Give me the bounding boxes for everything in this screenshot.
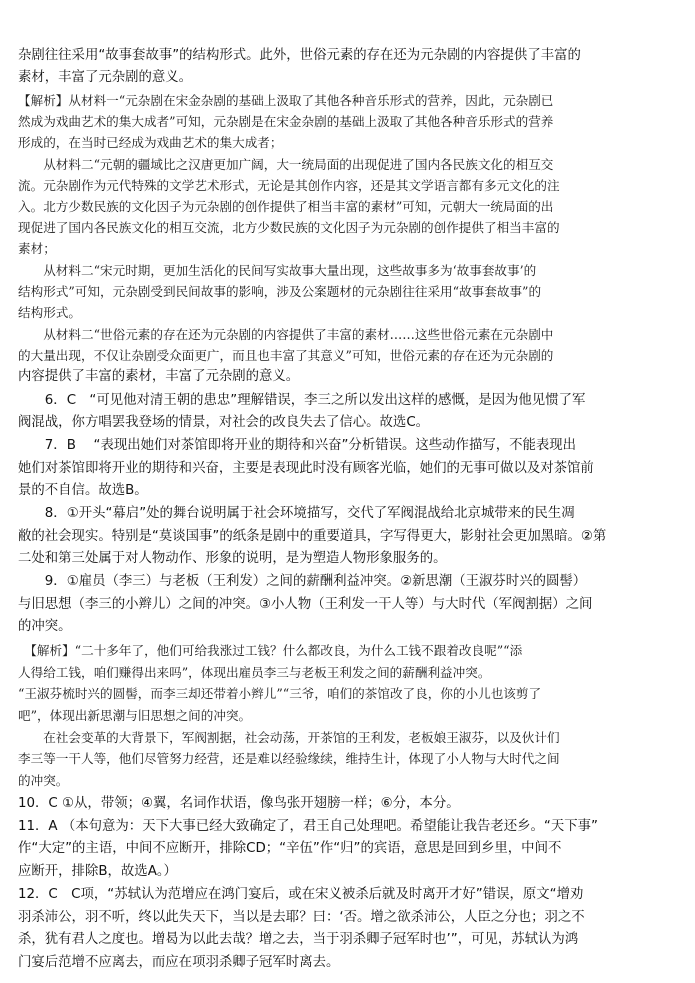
- text-line: 应断开，排除B，故选A。）: [18, 864, 177, 879]
- text-line: 的冲突。: [18, 619, 72, 634]
- text-line: 然成为戏曲艺术的集大成者”可知，元杂剧是在宋金杂剧的基础上汲取了其他各种音乐形式的营养: [18, 114, 554, 129]
- text-line: 形成的，在当时已经成为戏曲艺术的集大成者；: [18, 135, 283, 150]
- text-line: 吧”，体现出新思潮与旧思想之间的冲突。: [18, 708, 252, 723]
- text-line: 她们对茶馆即将开业的期待和兴奋，主要是表现此时没有顾客光临，她们的无事可做以及对茶馆前: [18, 461, 594, 476]
- text-line: 杂剧往往采用“故事套故事”的结构形式。此外，世俗元素的存在还为元杂剧的内容提供了丰富的: [18, 48, 581, 63]
- text-line: 从材料二“世俗元素的存在还为元杂剧的内容提供了丰富的素材……这些世俗元素在元杂剧中: [18, 327, 554, 342]
- text-line: 与旧思想（李三的小辫儿）之间的冲突。③小人物（王利发一干人等）与大时代（军阀割据）之间: [18, 597, 593, 612]
- text-line: 结构形式”可知，元杂剧受到民间故事的影响，涉及公案题材的元杂剧往往采用“故事套故事”的: [18, 284, 542, 299]
- text-line: 景的不自信。故选B。: [18, 483, 148, 498]
- text-line: 结构形式。: [18, 305, 81, 320]
- text-line: 从材料二“元朝的疆域比之汉唐更加广阔，大一统局面的出现促进了国内各民族文化的相互交: [18, 157, 554, 172]
- text-line: 素材，丰富了元杂剧的意义。: [18, 70, 193, 85]
- text-line: 杀，犹有君人之度也。增曷为以此去哉？增之去，当于羽杀卿子冠军时也’”，可见，苏轼认为鸿: [18, 932, 579, 947]
- text-line: “王淑芬梳时兴的圆髻，而李三却还带着小辫儿”“三爷，咱们的茶馆改了良，你的小儿也该剪了: [18, 686, 542, 701]
- text-line: 从材料二“宋元时期，更加生活化的民间写实故事大量出现，这些故事多为‘故事套故事’的: [18, 263, 537, 278]
- text-line: 12．C C项，“苏轼认为范增应在鸿门宴后，或在宋义被杀后就及时离开才好”错误，原文“增劝: [18, 887, 584, 902]
- text-line: 内容提供了丰富的素材，丰富了元杂剧的意义。: [18, 369, 300, 384]
- text-line: 7．B “表现出她们对茶馆即将开业的期待和兴奋”分析错误。这些动作描写，不能表现出: [18, 438, 577, 453]
- text-line: 李三等一干人等，他们尽管努力经营，还是难以经验缘续，维持生计，体现了小人物与大时代之间: [18, 751, 560, 766]
- text-line: 敝的社会现实。特别是“莫谈国事”的纸条是剧中的重要道具，字写得更大，影射社会更加黑暗。②第: [18, 529, 607, 544]
- text-line: 现促进了国内各民族文化的相互交流，北方少数民族的文化因子为元杂剧的创作提供了相当丰富的: [18, 220, 560, 235]
- text-line: 9．①雇员（李三）与老板（王利发）之间的薪酬利益冲突。②新思潮（王淑芬时兴的圆髻）: [18, 574, 587, 589]
- text-line: 流。元杂剧作为元代特殊的文学艺术形式，无论是其创作内容，还是其文学语言都有多元文化的注: [18, 178, 560, 193]
- text-line: 入。北方少数民族的文化因子为元杂剧的创作提供了相当丰富的素材”可知，元朝大一统局面的出: [18, 199, 554, 214]
- text-line: 羽杀沛公，羽不听，终以此失天下，当以是去耶？曰：‘否。增之欲杀沛公，人臣之分也；羽之不: [18, 910, 585, 925]
- text-line: 人得给工钱，咱们赚得出来吗”，体现出雇员李三与老板王利发之间的薪酬利益冲突。: [18, 665, 491, 680]
- text-line: 门宴后范增不应离去，而应在项羽杀卿子冠军时离去。: [18, 955, 340, 970]
- text-line: 6．C “可见他对清王朝的患忠”理解错误，李三之所以发出这样的感慨，是因为他见惯了军: [18, 393, 586, 408]
- text-line: 10．C ①从，带领；④翼，名词作状语，像鸟张开翅膀一样；⑥分，本分。: [18, 796, 460, 811]
- text-line: 在社会变革的大背景下，军阀割据，社会动荡，开茶馆的王利发，老板娘王淑芬，以及伙计们: [18, 730, 560, 745]
- text-line: 作“大定”的主语，中间不应断开，排除CD；“辛伍”作“归”的宾语，意思是回到乡里，中间不: [18, 841, 562, 856]
- text-line: 的大量出现，不仅让杂剧受众面更广，而且也丰富了其意义”可知，世俗元素的存在还为元杂剧的: [18, 348, 554, 363]
- text-line: 【解析】“二十多年了，他们可给我涨过工钱？什么都改良，为什么工钱不跟着改良呢”“添: [18, 643, 523, 658]
- text-line: 素材；: [18, 241, 56, 256]
- text-line: 的冲突。: [18, 773, 69, 788]
- text-line: 【解析】从材料一“元杂剧在宋金杂剧的基础上汲取了其他各种音乐形式的营养，因此，元杂剧已: [18, 93, 554, 108]
- text-line: 阀混战，你方唱罢我登场的情景，对社会的改良失去了信心。故选C。: [18, 415, 430, 430]
- text-line: 二处和第三处属于对人物动作、形象的说明，是为塑造人物形象服务的。: [18, 551, 447, 566]
- text-line: 11．A （本句意为：天下大事已经大致确定了，君王自己处理吧。希望能让我告老还乡。“天下事”: [18, 819, 598, 834]
- text-line: 8．①开头“幕启”处的舞台说明属于社会环境描写，交代了军阀混战给北京城带来的民生凋: [18, 506, 575, 521]
